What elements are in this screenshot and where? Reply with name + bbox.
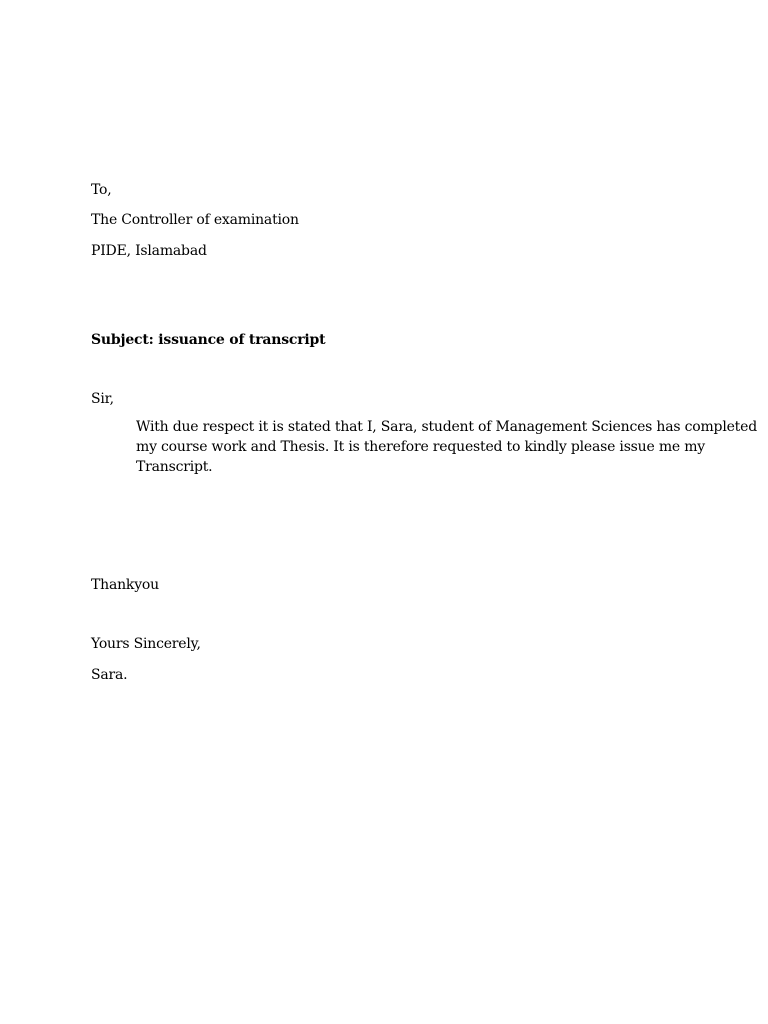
- thanks-line: Thankyou: [91, 577, 159, 593]
- salutation: Sir,: [91, 391, 114, 407]
- closing-line: Yours Sincerely,: [91, 636, 201, 652]
- body-line: my course work and Thesis. It is therefore requested to kindly please issue me my: [136, 439, 706, 455]
- to-label: To,: [91, 182, 112, 198]
- recipient-address: PIDE, Islamabad: [91, 243, 207, 259]
- signature-name: Sara.: [91, 667, 128, 683]
- body-line: Transcript.: [136, 459, 213, 475]
- body-line: With due respect it is stated that I, Sara, student of Management Sciences has completed: [136, 419, 757, 435]
- recipient-title: The Controller of examination: [91, 212, 299, 228]
- letter-body: [136, 417, 757, 477]
- subject-line: Subject: issuance of transcript: [91, 332, 326, 348]
